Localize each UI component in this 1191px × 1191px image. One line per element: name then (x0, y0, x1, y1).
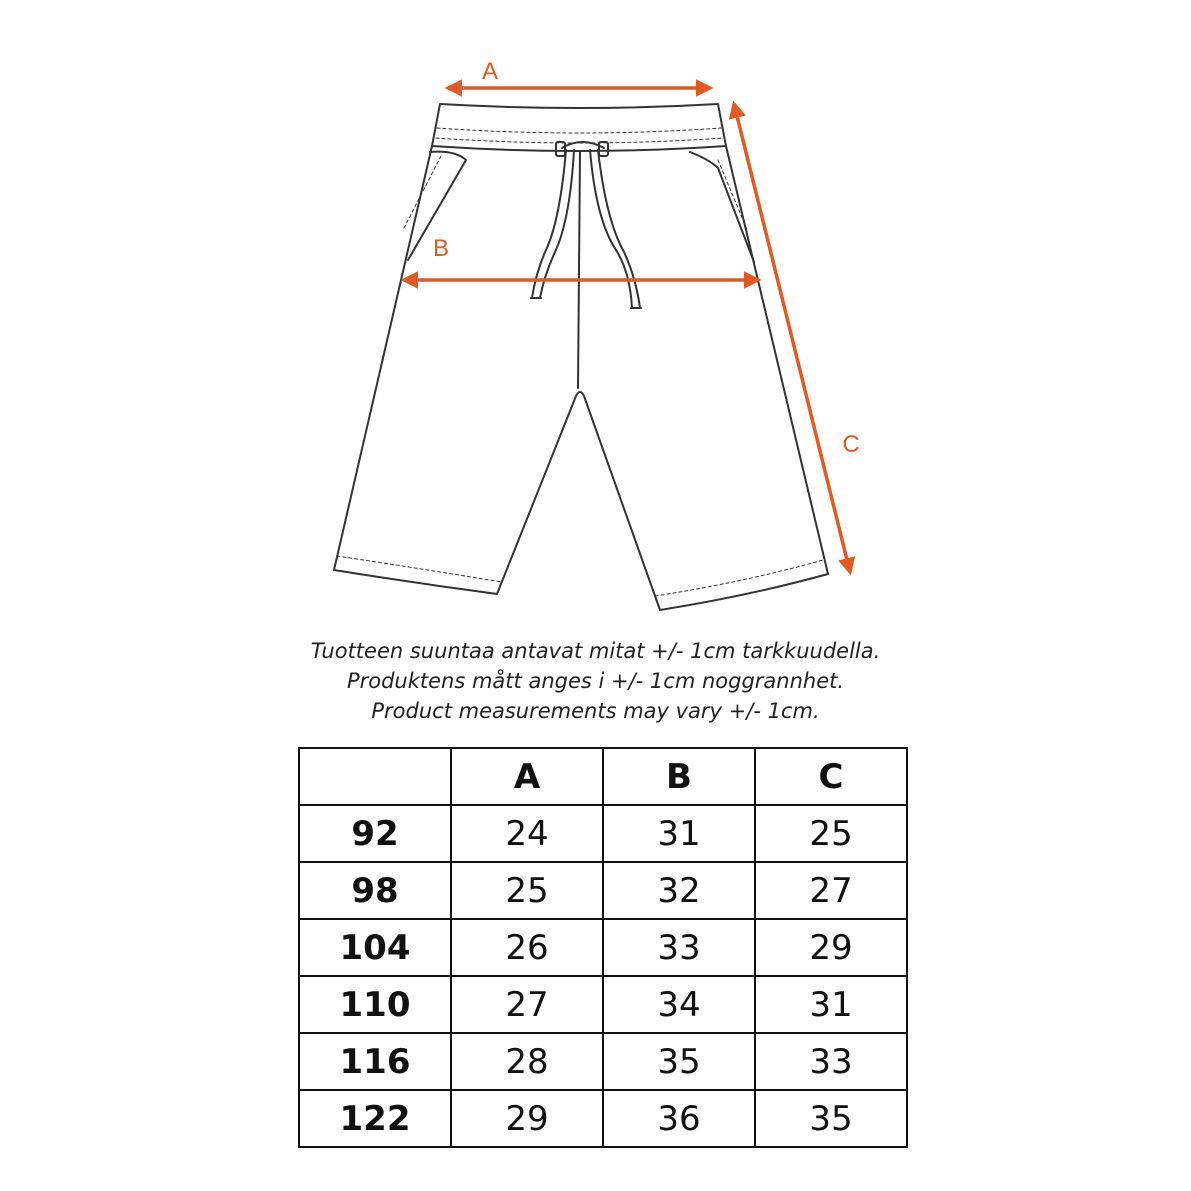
measurement-b (404, 235, 758, 280)
note-swedish: Produktens mått anges i +/- 1cm noggrannhet. (346, 669, 845, 693)
size-cell: 104 (299, 919, 451, 976)
hem-right-stitch (655, 560, 823, 596)
label-c: C (842, 431, 860, 458)
table-row (299, 976, 907, 1033)
table-header-row (299, 748, 907, 805)
value-cell: 35 (603, 1033, 755, 1090)
value-cell: 31 (603, 805, 755, 862)
waistband (432, 104, 726, 151)
hem-left-stitch (337, 556, 502, 582)
shorts-body (334, 146, 828, 610)
center-seam (578, 152, 580, 388)
pocket-right-stitch (718, 160, 748, 232)
value-cell: 25 (755, 805, 907, 862)
value-cell: 33 (755, 1033, 907, 1090)
label-b: B (432, 235, 450, 262)
drawstring-left (540, 150, 574, 298)
value-cell: 25 (451, 862, 603, 919)
size-cell: 122 (299, 1090, 451, 1147)
header-b: B (603, 748, 755, 805)
value-cell: 32 (603, 862, 755, 919)
drawstring-left (532, 150, 566, 298)
measurement-a (448, 58, 710, 88)
value-cell: 36 (603, 1090, 755, 1147)
table-row (299, 805, 907, 862)
header-a: A (451, 748, 603, 805)
value-cell: 33 (603, 919, 755, 976)
value-cell: 35 (755, 1090, 907, 1147)
size-cell: 116 (299, 1033, 451, 1090)
measurement-notes (0, 636, 1191, 726)
drawstring-right (590, 150, 632, 308)
value-cell: 31 (755, 976, 907, 1033)
size-cell: 98 (299, 862, 451, 919)
pocket-left-stitch (404, 156, 441, 228)
table-row (299, 862, 907, 919)
value-cell: 26 (451, 919, 603, 976)
label-a: A (481, 58, 499, 85)
value-cell: 27 (451, 976, 603, 1033)
table-row (299, 1033, 907, 1090)
size-cell: 92 (299, 805, 451, 862)
value-cell: 29 (755, 919, 907, 976)
arrow-c (734, 104, 850, 572)
value-cell: 27 (755, 862, 907, 919)
drawstring-right (598, 150, 640, 308)
value-cell: 28 (451, 1033, 603, 1090)
pocket-right (690, 152, 754, 262)
measurement-c (734, 104, 860, 572)
note-english: Product measurements may vary +/- 1cm. (371, 699, 820, 723)
header-corner (299, 748, 451, 805)
value-cell: 24 (451, 805, 603, 862)
note-finnish: Tuotteen suuntaa antavat mitat +/- 1cm tarkkuudella. (310, 639, 881, 663)
drawstring-eyelet (556, 142, 565, 156)
waistband-stitch (437, 128, 721, 133)
size-table (298, 747, 908, 1148)
value-cell: 34 (603, 976, 755, 1033)
value-cell: 29 (451, 1090, 603, 1147)
table-row (299, 919, 907, 976)
header-c: C (755, 748, 907, 805)
table-row (299, 1090, 907, 1147)
size-cell: 110 (299, 976, 451, 1033)
drawstring-eyelet (599, 142, 608, 156)
